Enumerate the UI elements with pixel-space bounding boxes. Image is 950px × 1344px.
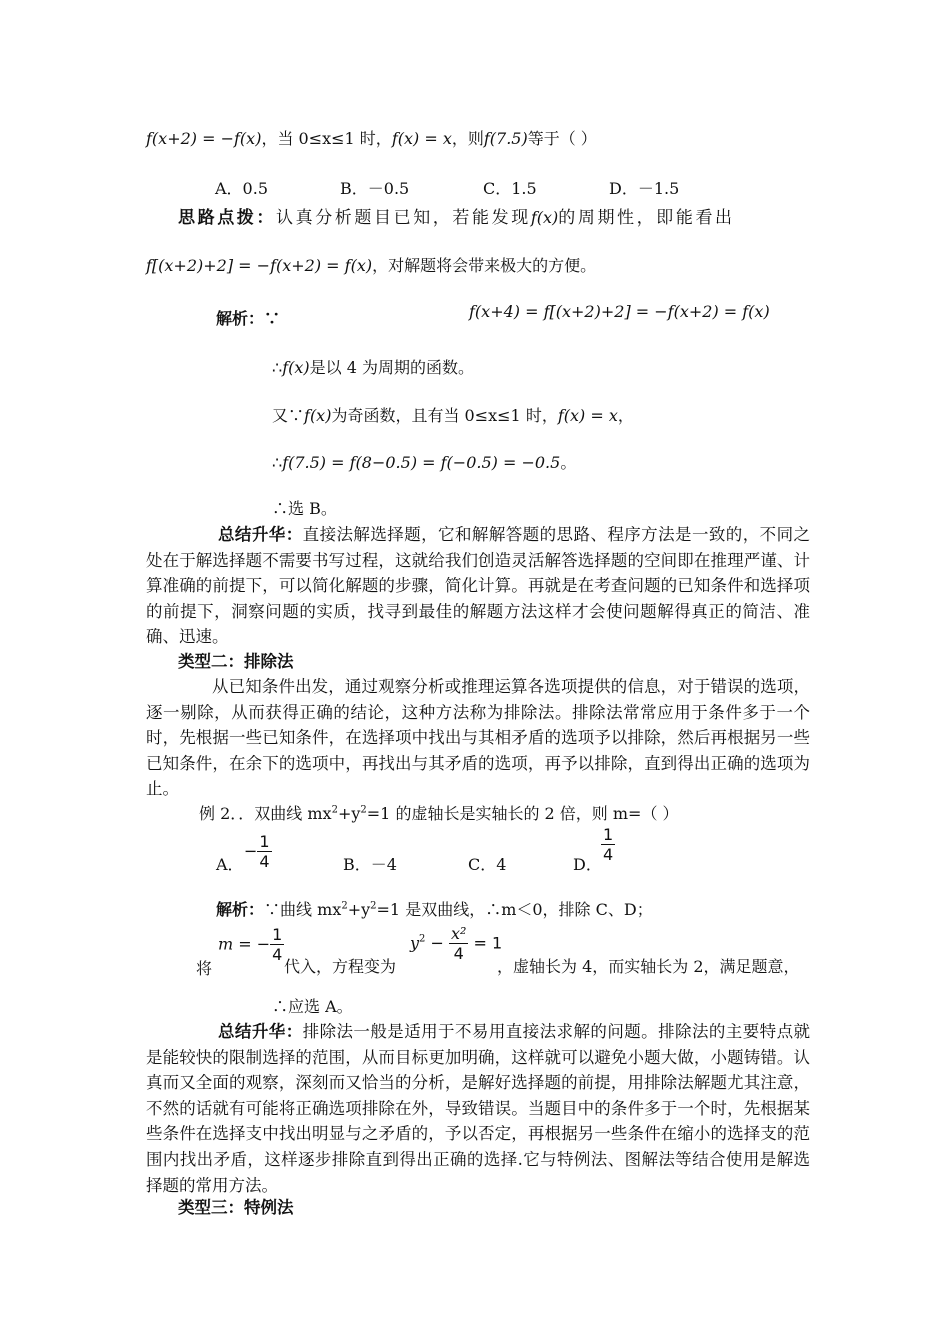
ex2-solution-label: 解析： xyxy=(216,900,265,919)
math-equation: $y^2$ − $\frac{\text{x²}}{4}$ = 1 xyxy=(410,924,503,963)
hint-label: 思路点拨： xyxy=(178,208,276,228)
question-line: f(x+2) = −f(x)，当 0≤x≤1 时，f(x) = x，则f(7.5)等于（ ） xyxy=(146,129,597,148)
solution-label: 解析：∵ xyxy=(216,309,281,328)
solution-line-3: 又∵f(x)为奇函数，且有当 0≤x≤1 时，f(x) = x， xyxy=(272,406,634,425)
ex2-solution-line: 解析：∵曲线 $mx^2+y^2=1$ 是双曲线，∴m＜0，排除 C、D； xyxy=(216,900,653,919)
section-heading-type3: 类型三：特例法 xyxy=(178,1198,294,1217)
option-d: D．－1.5 xyxy=(609,179,680,198)
math-solution: f(x+4) = f[(x+2)+2] = −f(x+2) = f(x) xyxy=(469,302,770,321)
substitution-pre: 将 xyxy=(196,959,213,978)
summary-paragraph-2: 总结升华：排除法一般是适用于不易用直接法求解的问题。排除法的主要特点就是能较快的限制选择的范围，从而目标更加明确，这样就可以避免小题大做，小题铸错。认真而又全面的观察，深刻而又恰当的分析，是解好选择题的前提，用排除法解题尤其注意，不然的话就有可能将正确选项排除在外，导致错误。当题目中的条件多于一个时，先根据某些条件在选择支中找出明显与之矛盾的，予以否定，再根据另一些条件在缩小的选择支的范围内找出矛盾，这样逐步排除直到得出正确的选择.它与特例法、图解法等结合使用是解选择题的常用方法。 xyxy=(146,1022,811,1195)
ex2-option-a-label: A． xyxy=(216,855,244,874)
substitution-post: ，虚轴长为 4，而实轴长为 2，满足题意， xyxy=(497,957,800,976)
summary-label-2: 总结升华： xyxy=(218,1022,303,1041)
summary-paragraph-1: 总结升华：直接法解选择题，它和解解答题的思路、程序方法是一致的，不同之处在于解选择题不需要书写过程，这就给我们创造灵活解答选择题的空间即在推理严谨、计算准确的前提下，可以简化解题的步骤，简化计算。再就是在考查问题的已知条件和选择项的前提下，洞察问题的实质，找寻到最佳的解题方法这样才会使问题解得真正的简洁、准确、迅速。 xyxy=(146,525,811,647)
intro-paragraph: 从已知条件出发，通过观察分析或推理运算各选项提供的信息，对于错误的选项，逐一剔除，从而获得正确的结论，这种方法称为排除法。排除法常常应用于条件多于一个时，先根据一些已知条件，在选择项中找出与其相矛盾的选项予以排除，然后再根据另一些已知条件，在余下的选项中，再找出与其矛盾的选项，再予以排除，直到得出正确的选项为止。 xyxy=(146,677,810,799)
math-ask: f(7.5) xyxy=(483,129,528,148)
math-m-value: m = − $\frac{1}{4}$ xyxy=(218,925,283,964)
ex2-option-b: B．－4 xyxy=(343,855,397,874)
solution-line-4: ∴f(7.5) = f(8−0.5) = f(−0.5) = −0.5。 xyxy=(272,453,577,472)
substitution-mid: 代入，方程变为 xyxy=(284,957,397,976)
ex2-option-a-value: − $\frac{1}{4}$ xyxy=(244,832,270,871)
section-heading-type2: 类型二：排除法 xyxy=(178,652,294,671)
example-2-line: 例 2．．双曲线 $mx^2+y^2=1$ 的虚轴长是实轴长的 2 倍，则 m=（ ） xyxy=(199,804,679,823)
ex2-option-d-value: $\frac{1}{4}$ xyxy=(603,825,614,864)
math-condition-2: f(x) = x xyxy=(391,129,452,148)
ex2-conclusion: ∴应选 A。 xyxy=(272,997,353,1016)
ex2-option-c: C．4 xyxy=(468,855,507,874)
ex2-option-d-label: D． xyxy=(573,855,602,874)
summary-label: 总结升华： xyxy=(218,525,303,544)
option-b: B．－0.5 xyxy=(340,179,410,198)
option-a: A．0.5 xyxy=(215,179,269,198)
hint-line: 思路点拨：认真分析题目已知，若能发现f(x)的周期性，即能看出 xyxy=(178,208,735,228)
solution-line-2: ∴f(x)是以 4 为周期的函数。 xyxy=(272,358,474,377)
solution-line-5: ∴选 B。 xyxy=(272,499,337,518)
option-c: C．1.5 xyxy=(483,179,537,198)
math-condition: f(x+2) = −f(x) xyxy=(146,129,262,148)
hint-line-2: f[(x+2)+2] = −f(x+2) = f(x)，对解题将会带来极大的方便。 xyxy=(146,256,597,275)
math-hint: f[(x+2)+2] = −f(x+2) = f(x) xyxy=(146,256,373,275)
